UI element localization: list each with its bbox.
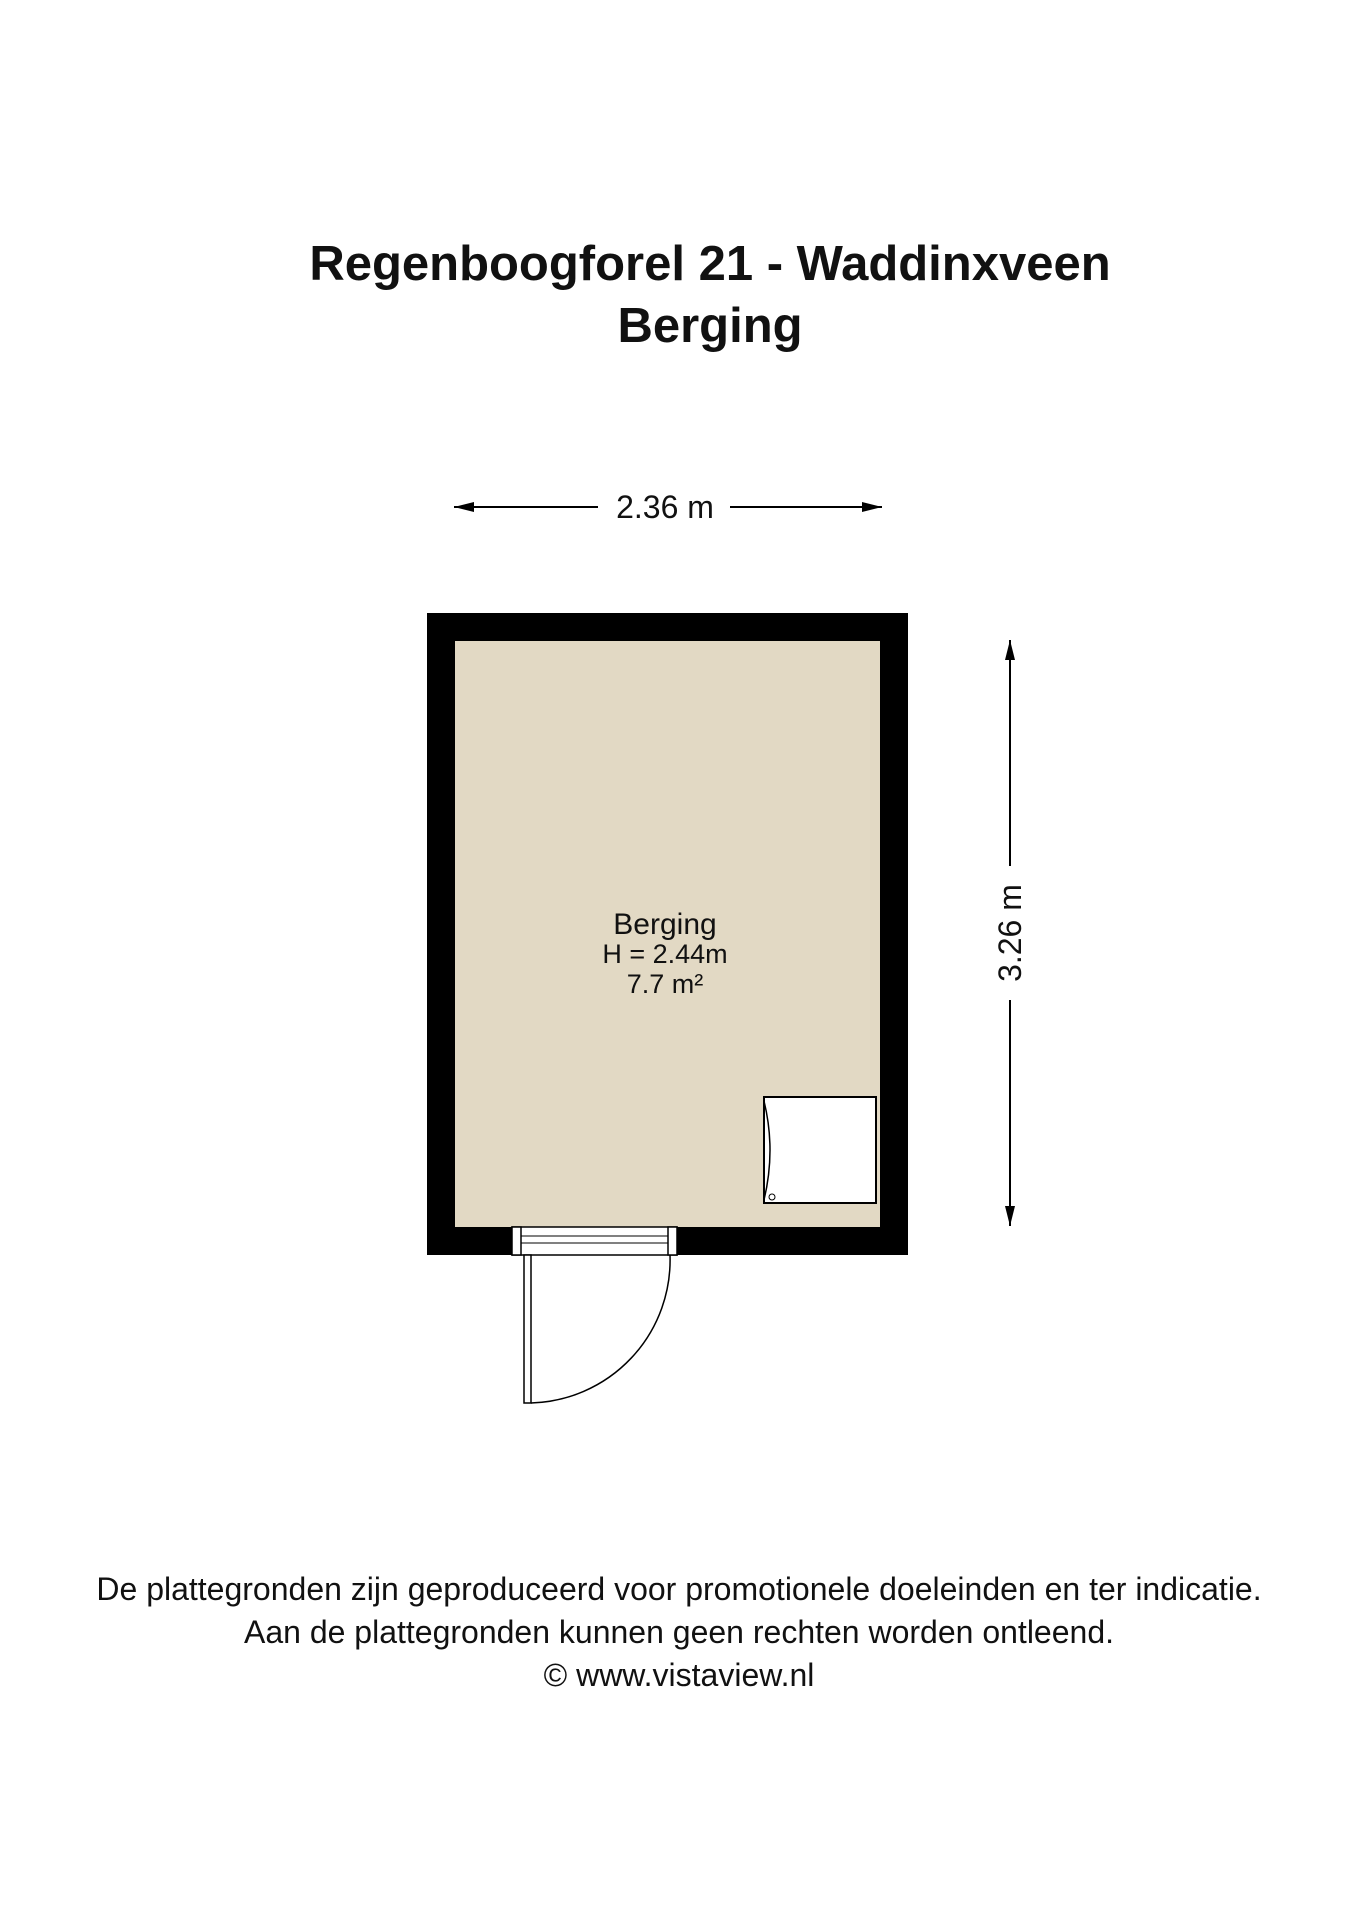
room-area: 7.7 m² [626, 969, 704, 999]
depth-dimension [992, 640, 1028, 1226]
room-height: H = 2.44m [602, 939, 728, 969]
washing-machine-icon [764, 1097, 876, 1203]
copyright-link[interactable]: © www.vistaview.nl [543, 1657, 815, 1693]
width-label: 2.36 m [616, 489, 714, 525]
door-opening [512, 1227, 677, 1256]
width-dimension [454, 489, 882, 525]
disclaimer-line-1: De plattegronden zijn geproduceerd voor promotionele doeleinden en ter indicatie. [96, 1571, 1262, 1607]
door-swing [531, 1255, 670, 1403]
room-name: Berging [613, 908, 717, 941]
disclaimer-line-2: Aan de plattegronden kunnen geen rechten worden ontleend. [243, 1614, 1114, 1650]
floor-title: Berging [617, 299, 803, 353]
door-leaf [524, 1255, 531, 1403]
plan-title: Regenboogforel 21 - Waddinxveen [309, 237, 1111, 291]
disclaimer [0, 1568, 1358, 1697]
depth-label: 3.26 m [992, 884, 1028, 982]
